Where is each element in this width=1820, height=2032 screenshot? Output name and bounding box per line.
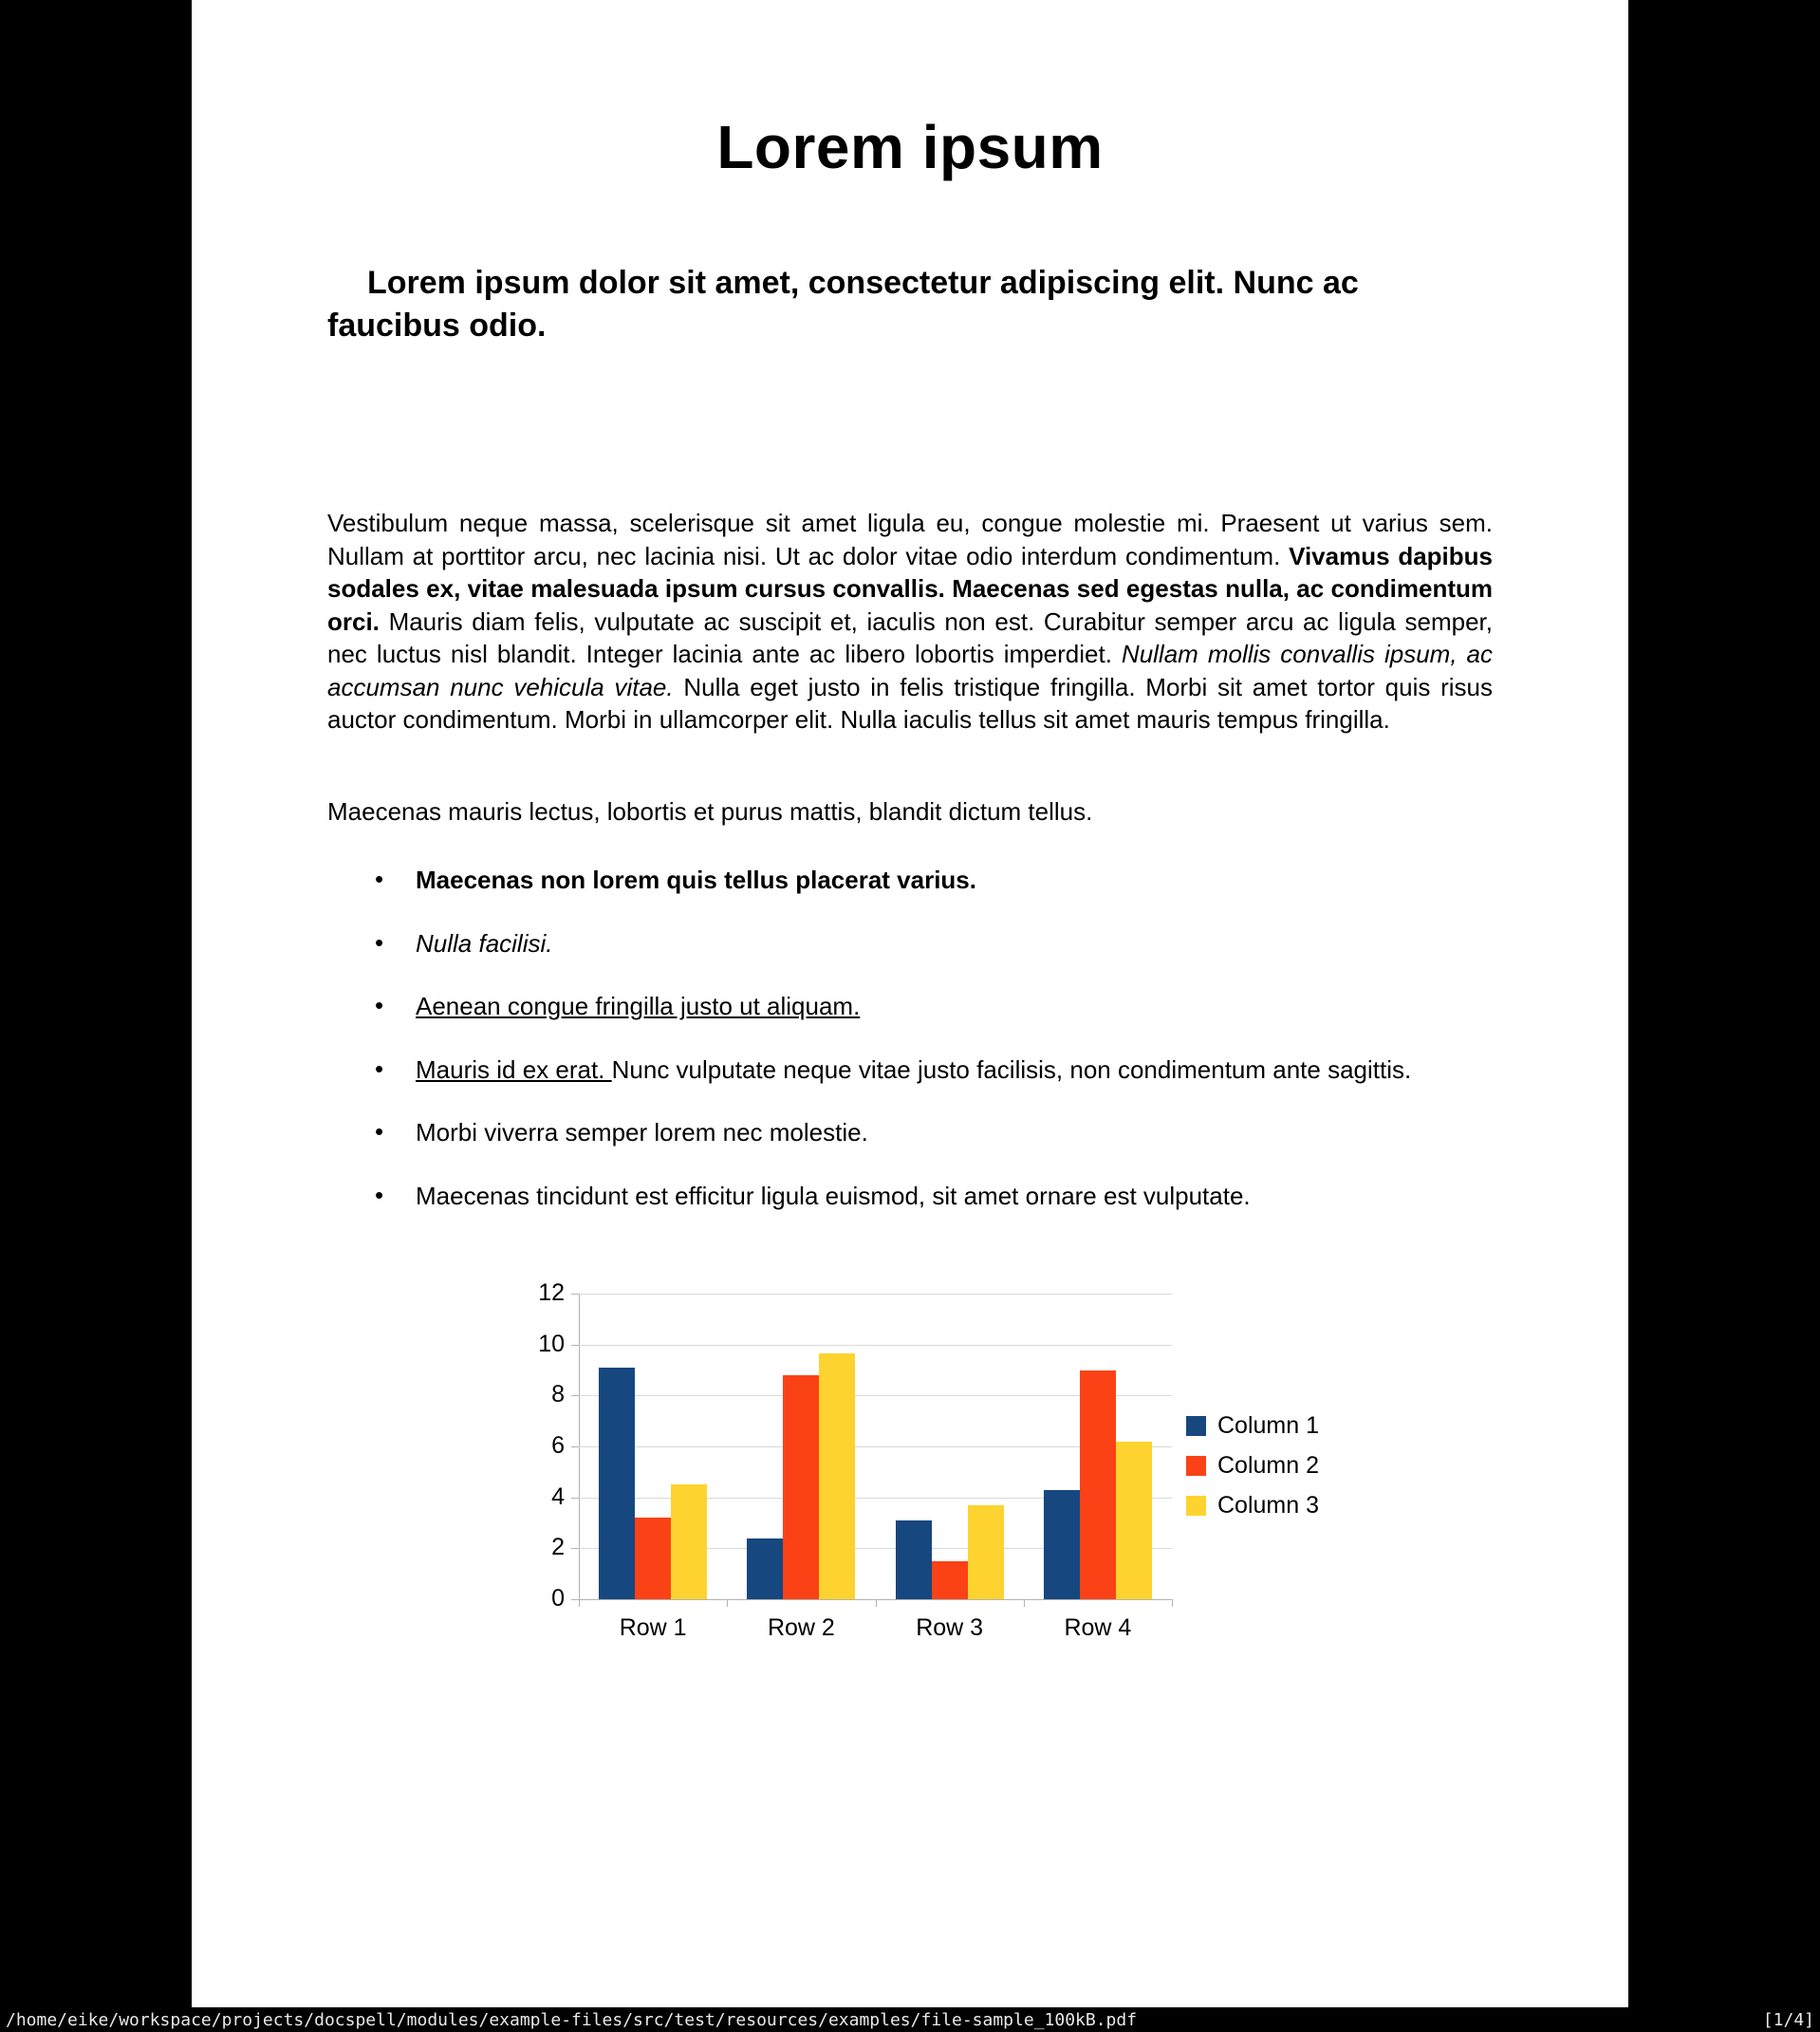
x-axis-label: Row 3 <box>916 1614 984 1641</box>
bullet-icon: • <box>375 1180 384 1209</box>
y-axis-tick <box>571 1395 579 1396</box>
x-axis-tick <box>876 1599 877 1607</box>
text-segment: Aenean congue fringilla justo ut aliquam. <box>416 992 861 1020</box>
bar <box>968 1505 1004 1599</box>
text-segment: Mauris id ex erat. <box>416 1054 612 1084</box>
text-segment: Nulla eget justo in felis tristique fringilla. Morbi sit amet tortor quis risus auctor condimentum. Morbi in ullamcorper elit. Nulla iaculis tellus sit amet mauris tempus fringilla. <box>327 672 1493 734</box>
text-segment: Vivamus dapibus sodales ex, vitae malesuada ipsum cursus convallis. Maecenas sed egestas nulla, ac condimentum orci. <box>327 541 1494 636</box>
page-content <box>192 0 1628 1673</box>
y-axis-tick <box>571 1599 579 1600</box>
text-segment: Morbi viverra semper lorem nec molestie. <box>416 1118 868 1146</box>
legend-label: Column 1 <box>1217 1412 1319 1439</box>
gridline <box>579 1345 1172 1346</box>
y-axis-tick <box>571 1498 579 1499</box>
y-axis-label: 6 <box>551 1432 565 1459</box>
text-segment: Maecenas non lorem quis tellus placerat varius. <box>416 866 976 894</box>
bar <box>1080 1370 1116 1600</box>
bar <box>1116 1442 1152 1599</box>
legend-swatch <box>1186 1416 1206 1436</box>
page-indicator: [1/4] <box>1762 2010 1814 2030</box>
file-path: /home/eike/workspace/projects/docspell/modules/example-files/src/test/resources/examples/file-sample_100kB.pdf <box>6 2010 1138 2030</box>
x-axis-tick <box>1172 1599 1173 1607</box>
y-axis-label: 10 <box>538 1330 565 1357</box>
y-axis-tick <box>571 1548 579 1549</box>
bar <box>747 1538 783 1599</box>
legend-entry <box>1186 1452 1319 1480</box>
bullet-list <box>327 864 1493 1212</box>
x-axis-label: Row 4 <box>1064 1614 1132 1641</box>
bullet-icon: • <box>375 991 384 1019</box>
y-axis-label: 0 <box>551 1585 565 1612</box>
x-axis-label: Row 2 <box>767 1614 835 1641</box>
legend-swatch <box>1186 1496 1206 1516</box>
bullet-icon: • <box>375 865 384 893</box>
status-bar <box>0 2007 1820 2032</box>
list-item <box>327 927 1493 960</box>
pdf-page <box>192 0 1628 2007</box>
text-segment: Nulla facilisi. <box>416 928 553 958</box>
y-axis-label: 2 <box>551 1534 565 1561</box>
bullet-icon: • <box>375 1053 384 1083</box>
bar <box>896 1520 932 1599</box>
bullet-icon: • <box>375 1117 384 1146</box>
list-item <box>327 1116 1493 1149</box>
x-axis-tick <box>727 1599 728 1607</box>
bullet-icon: • <box>375 927 384 957</box>
list-item <box>327 990 1493 1023</box>
x-axis-tick <box>1024 1599 1025 1607</box>
bar <box>783 1375 819 1599</box>
bar <box>819 1353 855 1599</box>
list-item <box>327 864 1493 897</box>
legend-entry <box>1186 1492 1319 1519</box>
bar <box>671 1484 707 1599</box>
y-axis-label: 4 <box>551 1482 565 1510</box>
text-segment: Nunc vulputate neque vitae justo facilisis, non condimentum ante sagittis. <box>611 1054 1412 1084</box>
document-title: Lorem ipsum <box>716 113 1104 181</box>
text-segment: Vestibulum neque massa, scelerisque sit amet ligula eu, congue molestie mi. Praesent ut varius sem. Nullam at porttitor arcu, nec lacinia nisi. Ut ac dolor vitae odio interdum condimentum. <box>327 509 1493 570</box>
x-axis-label: Row 1 <box>619 1614 687 1641</box>
paragraph-2: Maecenas mauris lectus, lobortis et purus mattis, blandit dictum tellus. <box>327 796 1093 826</box>
y-axis-label: 12 <box>538 1279 565 1306</box>
legend-entry <box>1186 1412 1319 1440</box>
paragraph-1 <box>327 507 1493 736</box>
x-axis-tick <box>579 1599 580 1607</box>
bar-chart <box>327 1265 1493 1673</box>
gridline <box>579 1294 1172 1295</box>
y-axis-label: 8 <box>551 1381 565 1408</box>
y-axis-tick <box>571 1345 579 1346</box>
list-item <box>327 1180 1493 1213</box>
legend-swatch <box>1186 1456 1206 1476</box>
chart-legend <box>1186 1412 1319 1532</box>
bar <box>932 1561 968 1599</box>
legend-label: Column 3 <box>1217 1492 1319 1519</box>
bar <box>635 1518 671 1599</box>
text-segment: Mauris diam felis, vulputate ac suscipit et, iaculis non est. Curabitur semper arcu ac ligula semper, nec luctus nisl blandit. Integer lacinia ante ac libero lobortis imperdiet. <box>327 606 1493 668</box>
document-heading: Lorem ipsum dolor sit amet, consectetur adipiscing elit. Nunc ac faucibus odio. <box>327 265 1359 344</box>
list-item <box>327 1053 1493 1087</box>
bar <box>599 1368 635 1599</box>
y-axis-tick <box>571 1446 579 1447</box>
y-axis-tick <box>571 1294 579 1295</box>
bar <box>1044 1490 1080 1599</box>
text-segment: Nullam mollis convallis ipsum, ac accumsan nunc vehicula vitae. <box>327 640 1494 701</box>
text-segment: Maecenas tincidunt est efficitur ligula euismod, sit amet ornare est vulputate. <box>416 1181 1251 1210</box>
legend-label: Column 2 <box>1217 1452 1319 1479</box>
